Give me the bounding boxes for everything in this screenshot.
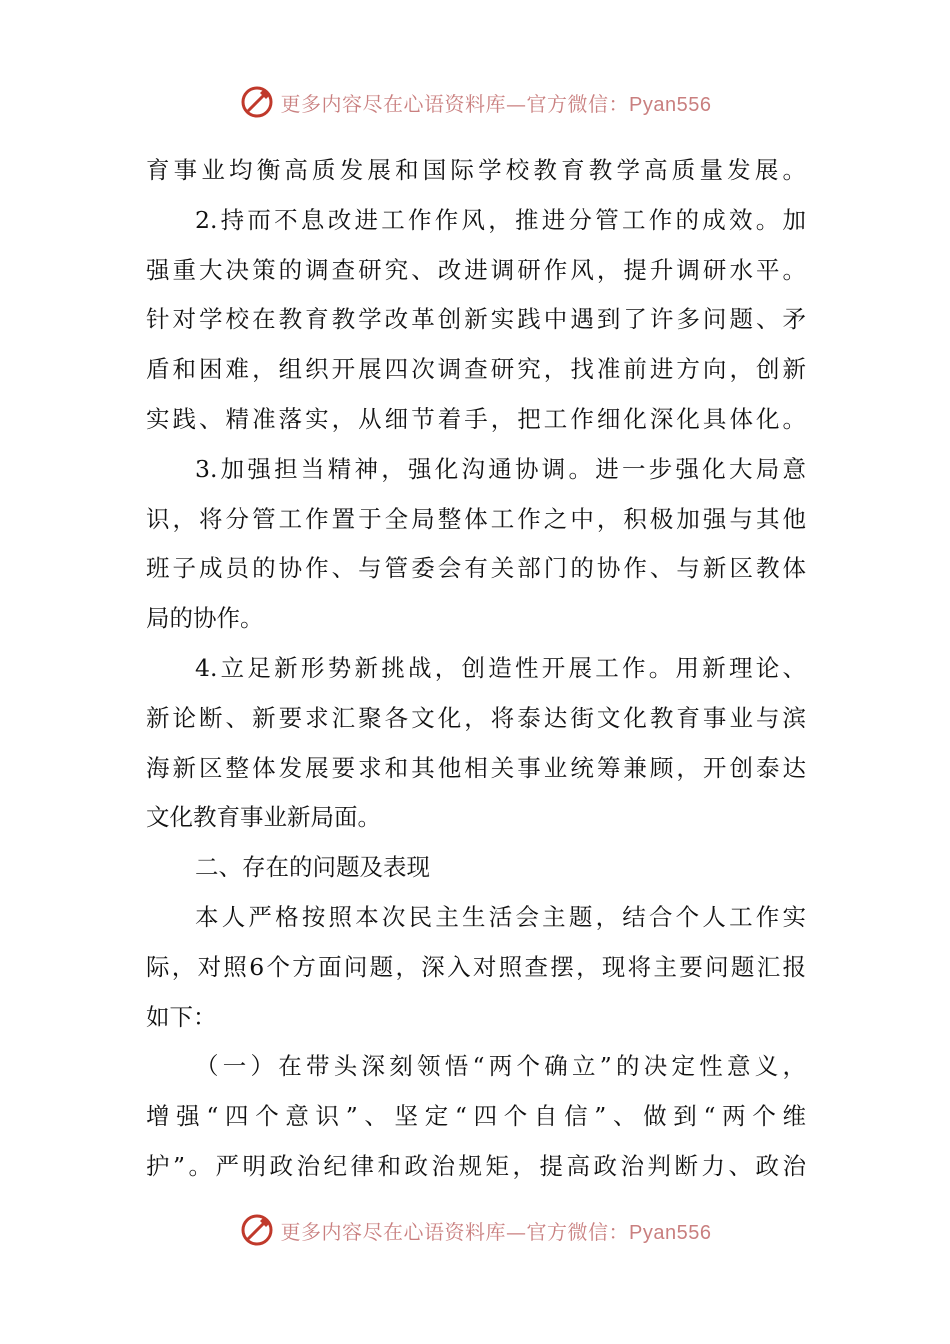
body-line: 际，对照6个方面问题，深入对照查摆，现将主要问题汇报	[146, 952, 806, 981]
body-line: 增强“四个意识”、坚定“四个自信”、做到“两个维	[146, 1102, 806, 1131]
watermark-wechat-id: Pyan556	[629, 1221, 712, 1244]
body-line: 育事业均衡高质发展和国际学校教育教学高质量发展。	[146, 156, 806, 184]
body-line: 针对学校在教育教学改革创新实践中遇到了许多问题、矛	[146, 305, 806, 334]
body-line: 强重大决策的调查研究、改进调研作风，提升调研水平。	[146, 255, 806, 284]
body-line: 实践、精准落实，从细节着手，把工作细化深化具体化。	[146, 404, 806, 433]
section-heading: 二、存在的问题及表现	[195, 853, 430, 882]
pen-circle-logo-icon	[239, 1212, 275, 1248]
body-line: 文化教育事业新局面。	[146, 803, 381, 832]
watermark-text: 更多内容尽在心语资料库—官方微信：Pyan556	[280, 1219, 712, 1244]
watermark-text: 更多内容尽在心语资料库—官方微信：Pyan556	[280, 91, 712, 116]
body-line: 海新区整体发展要求和其他相关事业统筹兼顾，开创泰达	[146, 753, 806, 782]
body-line: 识，将分管工作置于全局整体工作之中，积极加强与其他	[146, 504, 806, 533]
watermark-header	[0, 82, 950, 122]
body-line: 盾和困难，组织开展四次调查研究，找准前进方向，创新	[146, 355, 806, 384]
subsection-heading: （一）在带头深刻领悟“两个确立”的决定性意义，	[195, 1052, 806, 1081]
body-line: 如下：	[146, 1002, 217, 1031]
body-line: 新论断、新要求汇聚各文化，将泰达街文化教育事业与滨	[146, 703, 806, 732]
body-line: 局的协作。	[146, 604, 264, 633]
body-line: 2.持而不息改进工作作风，推进分管工作的成效。加	[195, 205, 806, 234]
document-body	[146, 146, 806, 1192]
body-line: 护”。严明政治纪律和政治规矩，提高政治判断力、政治	[146, 1151, 806, 1180]
watermark-footer	[0, 1210, 950, 1250]
pen-circle-logo-icon	[239, 84, 275, 120]
body-line: 班子成员的协作、与管委会有关部门的协作、与新区教体	[146, 554, 806, 583]
watermark-wechat-id: Pyan556	[629, 93, 712, 116]
body-line: 3.加强担当精神，强化沟通协调。进一步强化大局意	[195, 454, 806, 483]
body-line: 4.立足新形势新挑战，创造性开展工作。用新理论、	[195, 653, 806, 682]
body-line: 本人严格按照本次民主生活会主题，结合个人工作实	[195, 902, 806, 931]
